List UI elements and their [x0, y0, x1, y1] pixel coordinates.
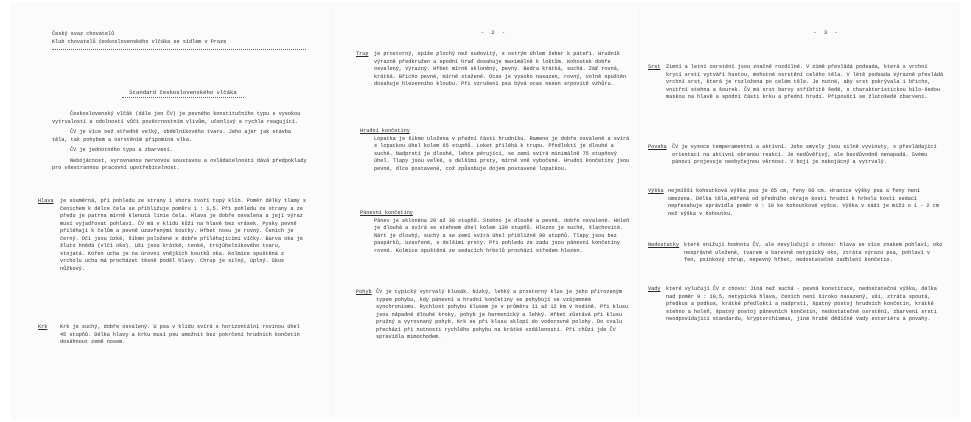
section-text: nejmíšší kohoutková výška psa je 65 cm, feny 60 cm. Hranice výšky psa a feny není omezena. Délka těla,měřená od předního okraje kosti hrudní k hrbolu kosti sedací nepřesahuje správidla poměr 9 : 10 ke kohoutkové výšce. Výška v sádi je míží o 1 - 2 cm než výška v kohoutku.: [668, 188, 942, 217]
page-2: [334, 4, 638, 418]
section-text: ČV je vysoce temperamentní a aktivní. Jeho smysly jsou silně vyvinuty, s převládající orientací na aktivní obranou reakcí. Je nedůvěřivý, ale bezdůvodně nenapadá. Svému pánovi projevuje neobyčejnou věrnost. V boji je nebojácný a vytrvalý.: [672, 144, 940, 165]
header-block: [52, 31, 226, 46]
section-hlava: [38, 198, 308, 273]
section-label: Nedostatky: [648, 242, 680, 248]
section-label: Povaha: [648, 144, 667, 150]
section-text: je souměrná, při pohledu ze strany i shora tvoří tupý klín. Poměr délky tlamy s čenichem k délce čela se přibližuje poměru 1 : 1,5. Při pohledu ze strany a ze předu je patrna mírně klenutá linie čela. Hlava je dobře osvalena a její výraz musí vyjadřovat pohlaví. ČV má v klidu kůži na hlavě bez vrásek. Pysky pevně přiléhají k čelům a pevně uzavřenými koutky. Hřbet nosu je rovný. Čenich je černý. Oči jsou úzké, šikmo položené s dobře přiléhajícími víčky. Barva oka je žluto hnědá (vlčí oko). Uši jsou krátké, tenké, trojúhelníkového tvaru, stojatá. Kořen ucha je na úrovni vnějších koutků oka. Kolmice spuštěná z vrcholu ucha má procházet těsně podél hlavy. Chrup je silný, úplný. Skus nůžkový.: [60, 198, 310, 272]
section-krk: [38, 324, 308, 347]
section-trup: [356, 51, 632, 89]
document-title: Standard československého vlčáka: [129, 89, 237, 96]
section-label: Trup: [356, 51, 369, 57]
page-number: - 3 -: [813, 30, 840, 36]
page-1: [12, 4, 332, 418]
document-spread: [12, 4, 959, 418]
header-line-1: Český svaz chovatelů: [52, 31, 115, 37]
section-povaha: [648, 144, 945, 167]
section-label: Výška: [648, 188, 664, 194]
section-text: je prostorný, spíše plochý než sudovitý, s ostrým úhlem žeber k páteři. Hrudník výrazně předkružen a spodní hruď dosahuje maximálně k loktům. Kohoutek dobře osvalený, výrazný. Hřbet mírně skloněný, pevný. Bedra krátká, suchá. Záď rovná, krátká. Břicho pevné, mírně stažené. Ocas je vysoko nasazen, rovný, volně spuštěn dosahuje hlezenního kloubu. Při vzrušení psa bývá ocas nesen srpovitě vzhůru.: [374, 51, 630, 87]
section-srst: [648, 64, 945, 102]
section-vady: [648, 286, 945, 324]
subsection-heading: Hrudní končetiny: [360, 128, 410, 134]
section-label: Vady: [648, 286, 661, 292]
section-panevni-koncetiny: [360, 210, 632, 255]
section-label: Hlava: [38, 198, 54, 204]
section-label: Pohyb: [356, 289, 372, 295]
subsection-text: Pánev je skloněna 20 až 30 stupňů. Stehno je dlouhé a pevně, dobře osvalené. Holeň je dlouhá a svírá se stehnem úhel kolem 130 stupňů. Hlezno je suché, šlachovité. Nárt je dlouhý, suchý a se zemí svírá úhel přibližně 90 stupňů. Tlapy jsou bez paspárků, uzavřené, s delšími prsty. Při pohledu ze zadu jsou pánevní končetiny rovné. Kolmice spuštěná ze sedacích hrbolů prochází středem hlezen.: [374, 217, 633, 254]
section-text: které snižují hodnotu ČV, ale nevylučují z chovu: hlava se více znakem pohlaví, oko nesprávně uložené, tvarem a barevně netypický oko, ztráta výrazu psa, pohlaví v fen, psinkový chrup, nepevný hřbet, nedostatečné zadhlení končetin.: [684, 242, 946, 263]
section-pohyb: [356, 289, 632, 342]
section-label: Krk: [38, 324, 48, 330]
section-text: Krk je suchý, dobře osvalený. U psa v klidu svírá s horizontální rovinou úhel 45 stupňů. Délka hlavy a krku musí psu umožnit bez pokrčení hrudních končetin dosáhnout země nosem.: [60, 324, 303, 345]
title-underline: [122, 97, 244, 98]
page-number: - 2 -: [480, 30, 508, 36]
intro-paragraphs: [52, 111, 308, 173]
section-vyska: [648, 188, 945, 218]
subsection-text: Lopatka je šikmo uložena v přední části hrudníku. Rameno je dobře osvalené a svírá s lopatkou úhel kolem 65 stupňů. Loket přiléhá k trupu. Předloktí je dlouhé a suché. Nadprstí je dlouhé, lehce pérující, se zemí svírá minimálně 75 stupňový úhel. Tlapy jsou velké, s delšími prsty, mírně vně vybočené. Hrudní končetiny jsou pevné, dlce postavené, což způsobuje dojem postavené lopatkou.: [374, 135, 633, 172]
paragraph: ČV je více než středně velký, obdélníkového tvaru. Jeho ajer jak stavba těla, tak pohybem a osrstěním připomíná vlka.: [52, 129, 295, 143]
section-label: Srst: [648, 64, 661, 70]
section-nedostatky: [648, 242, 945, 265]
section-text: Zimní a letní osrstění jsou značně rozdílné. V zimě převládá podsada, která s vrchní krycí srstí vytváří hustou, mohutné osrstění celého těla. V létě podsada výrazně převládá vrchní srst, která je rozložena po celém těle. Je nutné, aby srst pokrývala i břicho, vnitřní stehna a šourek. ČV má srst barvy stříbřitě šedé, s charakteristickou bílo-šedou maskou na hlavě a spodní části krku a přední hrudi. Připouští se žlutošedé zbarvení.: [666, 64, 947, 100]
section-text: ČV je typický vytrvalý klusák. Nízký, lehký a prostorný klus je jeho přirozeným typem pohybu, kdy pánevní a hrudní končetiny se pohybují ve vzájemném synchronismu. Rychlost pohybu klusem je v průměru 11 až 12 km v hodině. Při klusu jsou nápadné dlouhé kroky, pohyb je harmonický a lehký. Hřbet zůstává při klusu pružný a vyrovnaný pohyb. Krk se při klusu sklopí do vodorovné polohy. Do cvalu přechází při nutnosti rychlého pohybu na krátké vzdálenosti. Při chůzi jde ČV spravidla mimochodem.: [376, 289, 632, 340]
subsection-heading: Pánevní končetiny: [360, 210, 413, 216]
paragraph: Československý vlčák (dále jen ČV) je pevného konstitučního typu s vysokou vytrvalostí a odolností vůči povětrnostním vlivům, učenlivý a rychle reagující.: [52, 111, 304, 125]
section-hrudni-koncetiny: [360, 128, 632, 173]
header-rule: [52, 49, 306, 50]
page-3: [640, 4, 959, 418]
header-line-2: Klub chovatelů československého vlčáka se sídlem v Praze: [52, 38, 227, 45]
section-text: které vylučují ČV z chovu: Jiná než suchá - pevná konstituce, nedostatečná výška, délka nad poměr 9 : 10,5, netypická hlava, čenich není široko nasazený, uši, ztráta spoutá, předkus a podkus, krátké předloktí a nadprstí, špatný postoj hrudních končetin, krátké stehno a holeň, špatný postoj pánevních končetin, nedostatečné osrstění, zbarvení srsti neodpovídající standardu, kryptorchismus, jiné hrubé dědičné vady exteriéru a povahy.: [666, 286, 940, 322]
paragraph: ČV je jednotného typu a zbarvení.: [70, 147, 173, 153]
paragraph: Nebojácnost, vyrovnanou nervovou soustavou a ovládatelností dává předpoklady pro všestrannou pracovní upotřebitelnost.: [52, 157, 310, 171]
